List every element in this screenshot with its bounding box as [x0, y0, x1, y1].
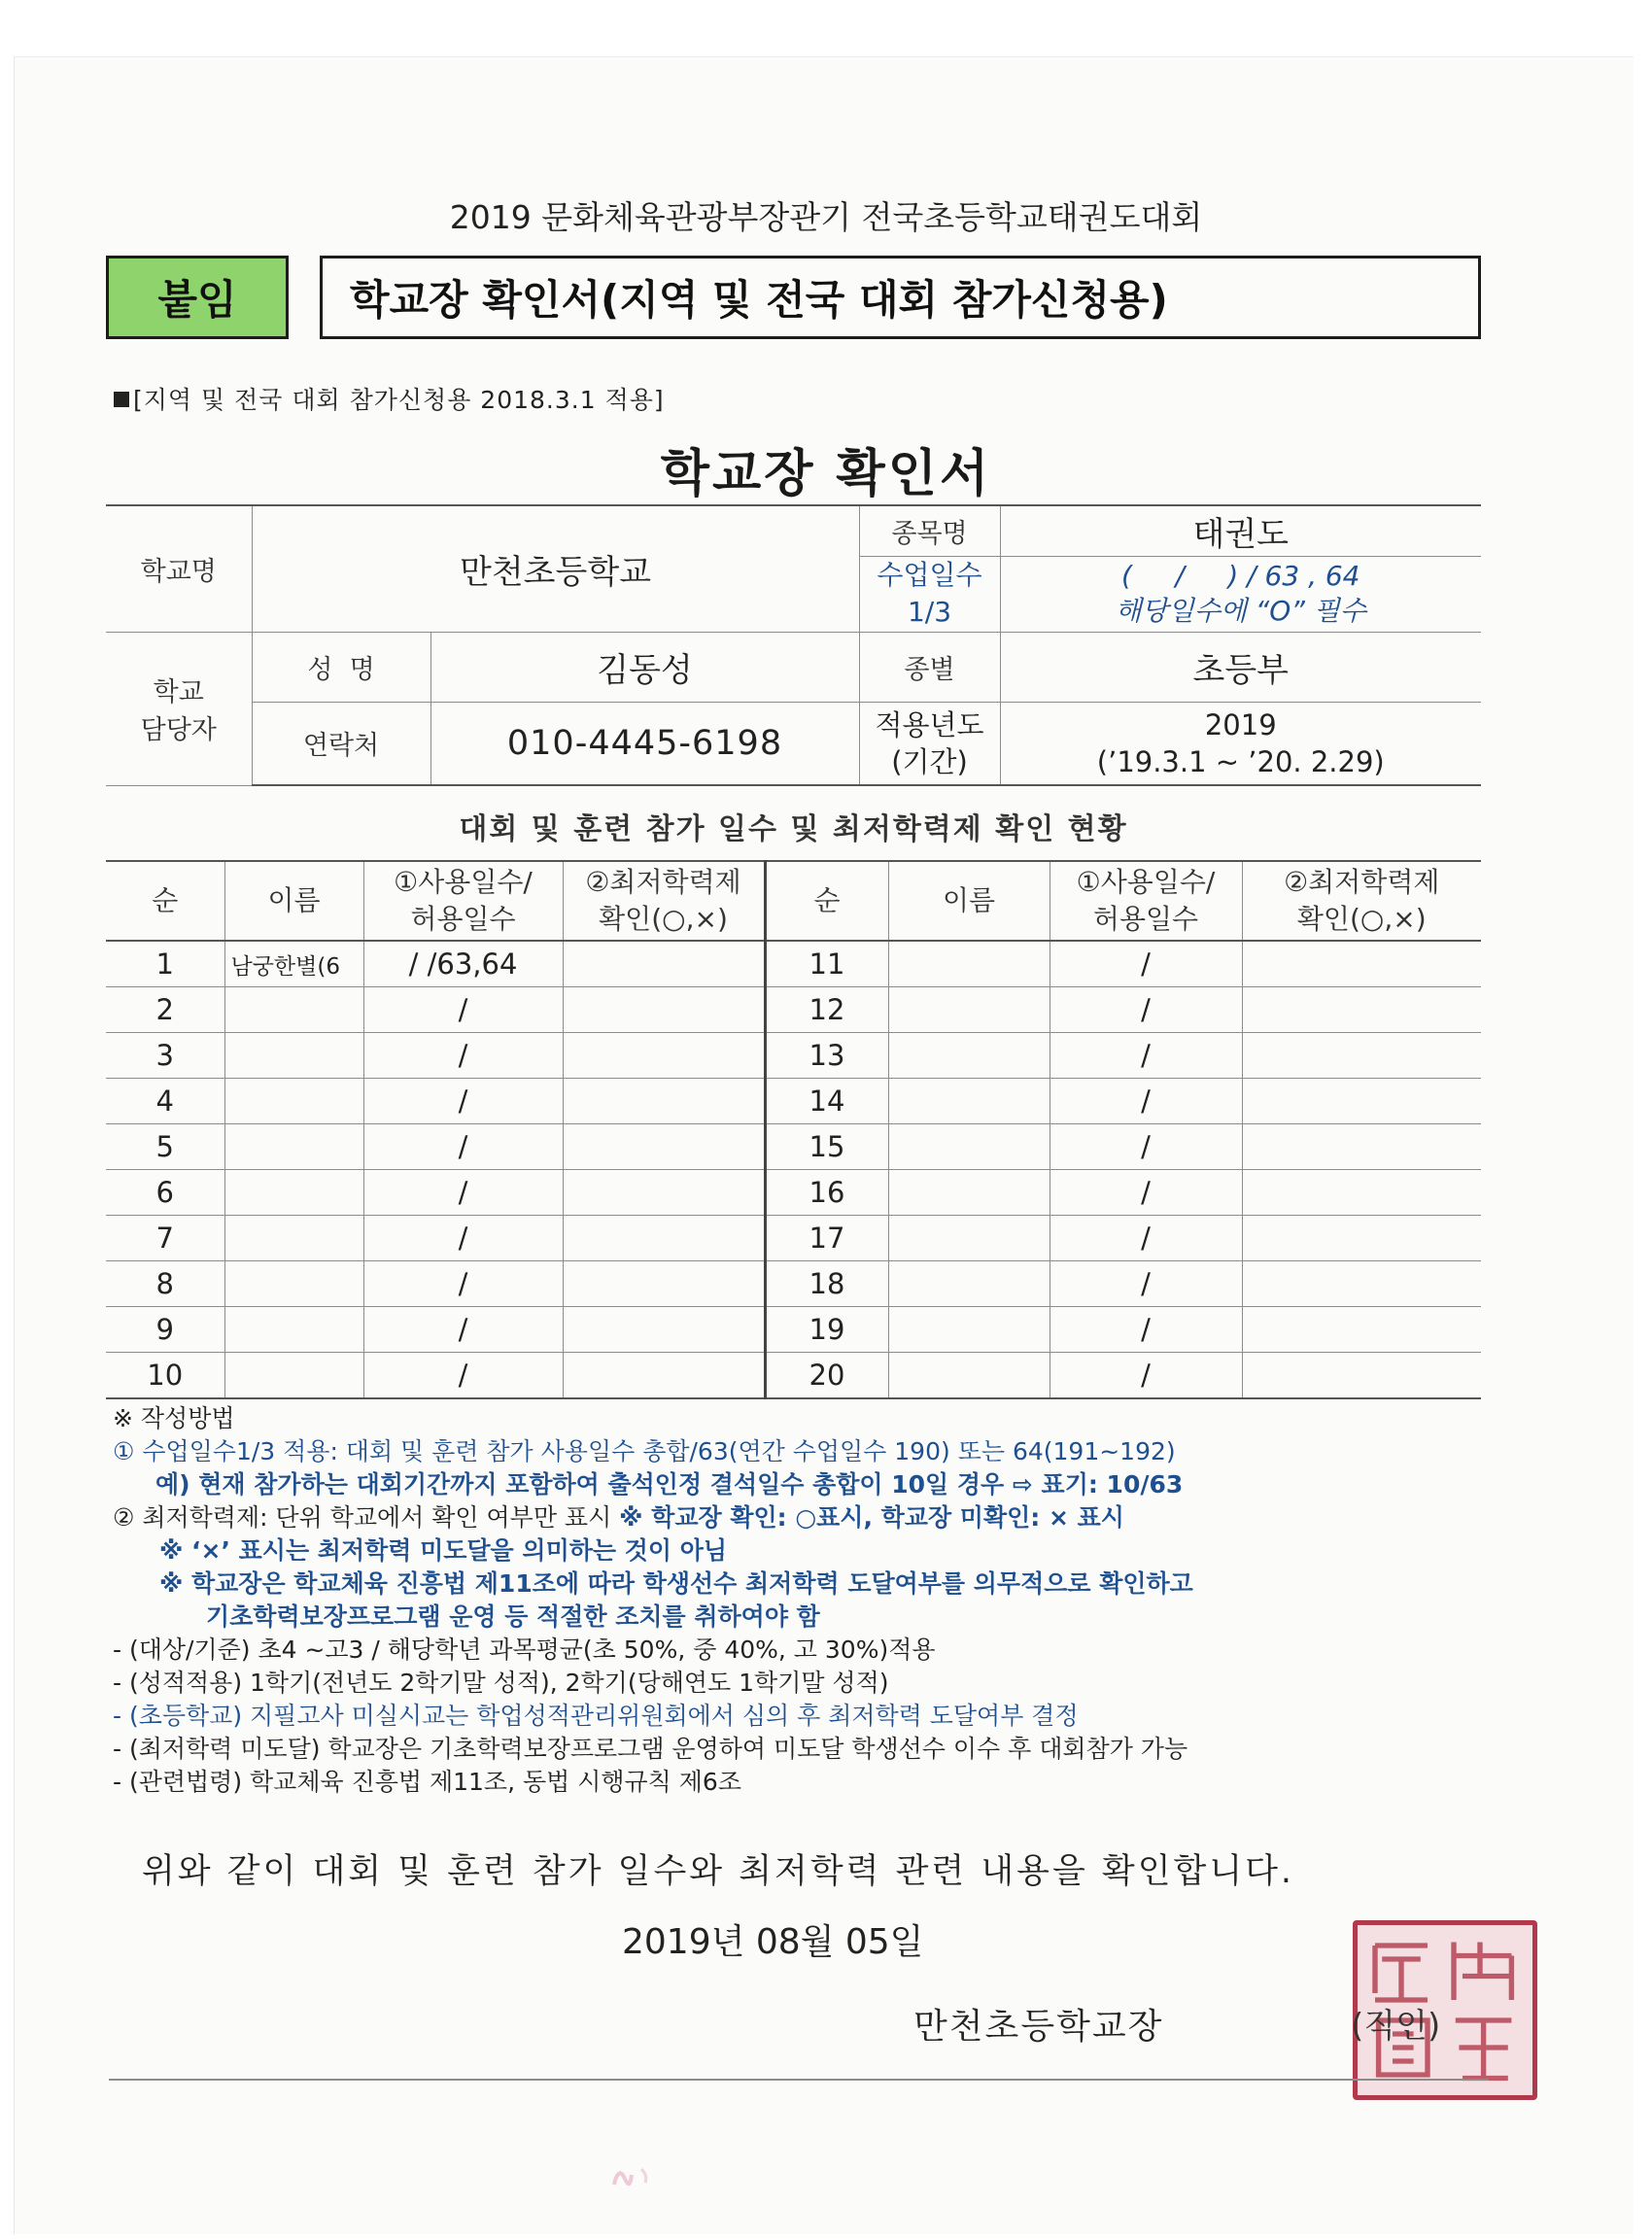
header-name: 이름 — [224, 861, 363, 941]
year-label: 적용년도 (기간) — [859, 702, 1000, 785]
table-row — [106, 1307, 1481, 1353]
row-check-left — [563, 1124, 765, 1170]
row-check-left — [563, 987, 765, 1033]
row-check-right — [1242, 1261, 1481, 1307]
row-check-left — [563, 1261, 765, 1307]
row-no-right: 16 — [765, 1170, 888, 1216]
row-no-right: 17 — [765, 1216, 888, 1261]
row-name-left — [224, 987, 363, 1033]
note-2a: ② 최저학력제: 단위 학교에서 확인 여부만 표시 ※ 학교장 확인: ○표시, 학교장 미확인: × 표시 — [113, 1503, 1124, 1532]
row-days-right: / — [1050, 987, 1242, 1033]
document-date: 2019년 08월 05일 — [622, 1922, 924, 1962]
row-name-right — [888, 1033, 1050, 1079]
table-row — [106, 1033, 1481, 1079]
seal-label: (직인) — [1351, 2007, 1441, 2046]
row-days-left: / — [363, 1307, 563, 1353]
row-days-right: / — [1050, 1170, 1242, 1216]
header-no-right: 순 — [765, 861, 888, 941]
table-header-row — [106, 861, 1481, 941]
class-days-value: ( / ) / 63 , 64 해당일수에 “O” 필수 — [1000, 556, 1481, 632]
document-title: 학교장 확인서(지역 및 전국 대회 참가신청용) — [320, 256, 1481, 339]
row-name-left: 남궁한별(6 — [224, 941, 363, 987]
row-name-right — [888, 1261, 1050, 1307]
row-name-right — [888, 987, 1050, 1033]
class-days-label: 수업일수 1/3 — [859, 556, 1000, 632]
row-days-left: / — [363, 987, 563, 1033]
event-label: 종목명 — [859, 505, 1000, 556]
staff-name-label: 성 명 — [252, 632, 430, 702]
row-check-right — [1242, 941, 1481, 987]
row-no-left: 8 — [106, 1261, 224, 1307]
row-check-left — [563, 1216, 765, 1261]
row-check-left — [563, 1353, 765, 1399]
row-no-right: 18 — [765, 1261, 888, 1307]
main-title: 학교장 확인서 — [660, 445, 992, 503]
row-days-right: / — [1050, 1216, 1242, 1261]
row-days-right: / — [1050, 1033, 1242, 1079]
contact-value: 010-4445-6198 — [430, 702, 859, 785]
row-days-left: / — [363, 1170, 563, 1216]
row-days-right: / — [1050, 1261, 1242, 1307]
row-name-left — [224, 1216, 363, 1261]
row-check-right — [1242, 1307, 1481, 1353]
row-name-right — [888, 941, 1050, 987]
header-no: 순 — [106, 861, 224, 941]
row-name-left — [224, 1033, 363, 1079]
row-no-left: 2 — [106, 987, 224, 1033]
school-name-label: 학교명 — [106, 505, 252, 632]
row-name-right — [888, 1079, 1050, 1124]
division-label: 종별 — [859, 632, 1000, 702]
info-table — [106, 504, 1481, 786]
row-check-right — [1242, 1216, 1481, 1261]
table-row — [106, 987, 1481, 1033]
row-no-right: 19 — [765, 1307, 888, 1353]
row-name-right — [888, 1124, 1050, 1170]
row-no-right: 20 — [765, 1353, 888, 1399]
note-1a: ① 수업일수1/3 적용: 대회 및 훈련 참가 사용일수 총합/63(연간 수업일수 190) 또는 64(191~192) — [113, 1437, 1176, 1465]
row-check-left — [563, 1033, 765, 1079]
event-title: 2019 문화체육관광부장관기 전국초등학교태권도대회 — [449, 198, 1203, 236]
row-days-left: / /63,64 — [363, 941, 563, 987]
attachment-label: 붙임 — [106, 256, 289, 339]
row-check-left — [563, 1170, 765, 1216]
principal-title: 만천초등학교장 — [913, 2007, 1164, 2047]
detail-3: - (초등학교) 지필고사 미실시교는 학업성적관리위원회에서 심의 후 최저학력 도달여부 결정 — [113, 1702, 1079, 1730]
table-row — [106, 1079, 1481, 1124]
row-name-left — [224, 1124, 363, 1170]
detail-2: - (성적적용) 1학기(전년도 2학기말 성적), 2학기(당해연도 1학기말 성적) — [113, 1669, 889, 1697]
row-check-left — [563, 941, 765, 987]
participation-table — [106, 860, 1481, 1399]
note-2b: ※ ‘×’ 표시는 최저학력 미도달을 의미하는 것이 아님 — [159, 1536, 728, 1565]
row-check-right — [1242, 987, 1481, 1033]
row-no-left: 3 — [106, 1033, 224, 1079]
note-2c: ※ 학교장은 학교체육 진흥법 제11조에 따라 학생선수 최저학력 도달여부를 의무적으로 확인하고 — [159, 1569, 1193, 1598]
table-row — [106, 1124, 1481, 1170]
row-no-left: 7 — [106, 1216, 224, 1261]
detail-5: - (관련법령) 학교체육 진흥법 제11조, 동법 시행규칙 제6조 — [113, 1768, 741, 1796]
confirm-text: 위와 같이 대회 및 훈련 참가 일수와 최저학력 관련 내용을 확인합니다. — [142, 1852, 1295, 1891]
notes-section — [113, 1402, 1493, 1799]
row-name-right — [888, 1307, 1050, 1353]
row-no-left: 4 — [106, 1079, 224, 1124]
row-check-right — [1242, 1353, 1481, 1399]
row-no-left: 10 — [106, 1353, 224, 1399]
notes-heading: ※ 작성방법 — [113, 1404, 235, 1432]
header-check-right: ②최저학력제 확인(○,×) — [1242, 861, 1481, 941]
contact-label: 연락처 — [252, 702, 430, 785]
notice-line — [114, 381, 665, 416]
table-row — [106, 1216, 1481, 1261]
detail-1: - (대상/기준) 초4 ~고3 / 해당학년 과목평균(초 50%, 중 40%, 고 30%)적용 — [113, 1636, 936, 1664]
row-name-left — [224, 1307, 363, 1353]
square-bullet-icon — [114, 392, 129, 407]
row-name-left — [224, 1079, 363, 1124]
row-name-right — [888, 1216, 1050, 1261]
row-check-left — [563, 1307, 765, 1353]
division-value: 초등부 — [1000, 632, 1481, 702]
row-days-right: / — [1050, 1124, 1242, 1170]
notice-text: [지역 및 전국 대회 참가신청용 2018.3.1 적용] — [133, 386, 665, 414]
row-no-right: 15 — [765, 1124, 888, 1170]
year-value: 2019 (’19.3.1 ~ ’20. 2.29) — [1000, 702, 1481, 785]
table-row — [106, 941, 1481, 987]
row-check-right — [1242, 1124, 1481, 1170]
header-check: ②최저학력제 확인(○,×) — [563, 861, 765, 941]
row-days-left: / — [363, 1079, 563, 1124]
row-no-left: 5 — [106, 1124, 224, 1170]
school-name-value: 만천초등학교 — [252, 505, 859, 632]
row-no-right: 13 — [765, 1033, 888, 1079]
row-name-left — [224, 1353, 363, 1399]
row-days-left: / — [363, 1261, 563, 1307]
row-days-right: / — [1050, 1353, 1242, 1399]
header-days: ①사용일수/ 허용일수 — [363, 861, 563, 941]
row-no-right: 14 — [765, 1079, 888, 1124]
header-name-right: 이름 — [888, 861, 1050, 941]
event-value: 태권도 — [1000, 505, 1481, 556]
row-name-right — [888, 1353, 1050, 1399]
staff-label: 학교 담당자 — [106, 632, 252, 785]
row-days-left: / — [363, 1033, 563, 1079]
row-days-right: / — [1050, 941, 1242, 987]
row-check-right — [1242, 1079, 1481, 1124]
ink-smudge-icon — [606, 2155, 665, 2194]
row-no-left: 1 — [106, 941, 224, 987]
bottom-rule — [109, 2079, 1489, 2081]
detail-4: - (최저학력 미도달) 학교장은 기초학력보장프로그램 운영하여 미도달 학생선수 이수 후 대회참가 가능 — [113, 1735, 1188, 1763]
row-name-right — [888, 1170, 1050, 1216]
row-days-left: / — [363, 1124, 563, 1170]
header-days-right: ①사용일수/ 허용일수 — [1050, 861, 1242, 941]
table-row — [106, 1261, 1481, 1307]
row-no-left: 9 — [106, 1307, 224, 1353]
table-row — [106, 1170, 1481, 1216]
row-days-right: / — [1050, 1307, 1242, 1353]
row-check-left — [563, 1079, 765, 1124]
note-1b: 예) 현재 참가하는 대회기간까지 포함하여 출석인정 결석일수 총합이 10일 경우 ⇨ 표기: 10/63 — [155, 1470, 1184, 1498]
note-2d: 기초학력보장프로그램 운영 등 적절한 조치를 취하여야 함 — [206, 1602, 820, 1631]
row-no-left: 6 — [106, 1170, 224, 1216]
row-check-right — [1242, 1170, 1481, 1216]
row-days-left: / — [363, 1216, 563, 1261]
row-name-left — [224, 1170, 363, 1216]
row-no-right: 11 — [765, 941, 888, 987]
row-check-right — [1242, 1033, 1481, 1079]
row-name-left — [224, 1261, 363, 1307]
staff-name-value: 김동성 — [430, 632, 859, 702]
row-days-right: / — [1050, 1079, 1242, 1124]
table-body — [106, 941, 1481, 1398]
table-row — [106, 1353, 1481, 1399]
row-no-right: 12 — [765, 987, 888, 1033]
table-caption: 대회 및 훈련 참가 일수 및 최저학력제 확인 현황 — [459, 812, 1128, 846]
row-days-left: / — [363, 1353, 563, 1399]
